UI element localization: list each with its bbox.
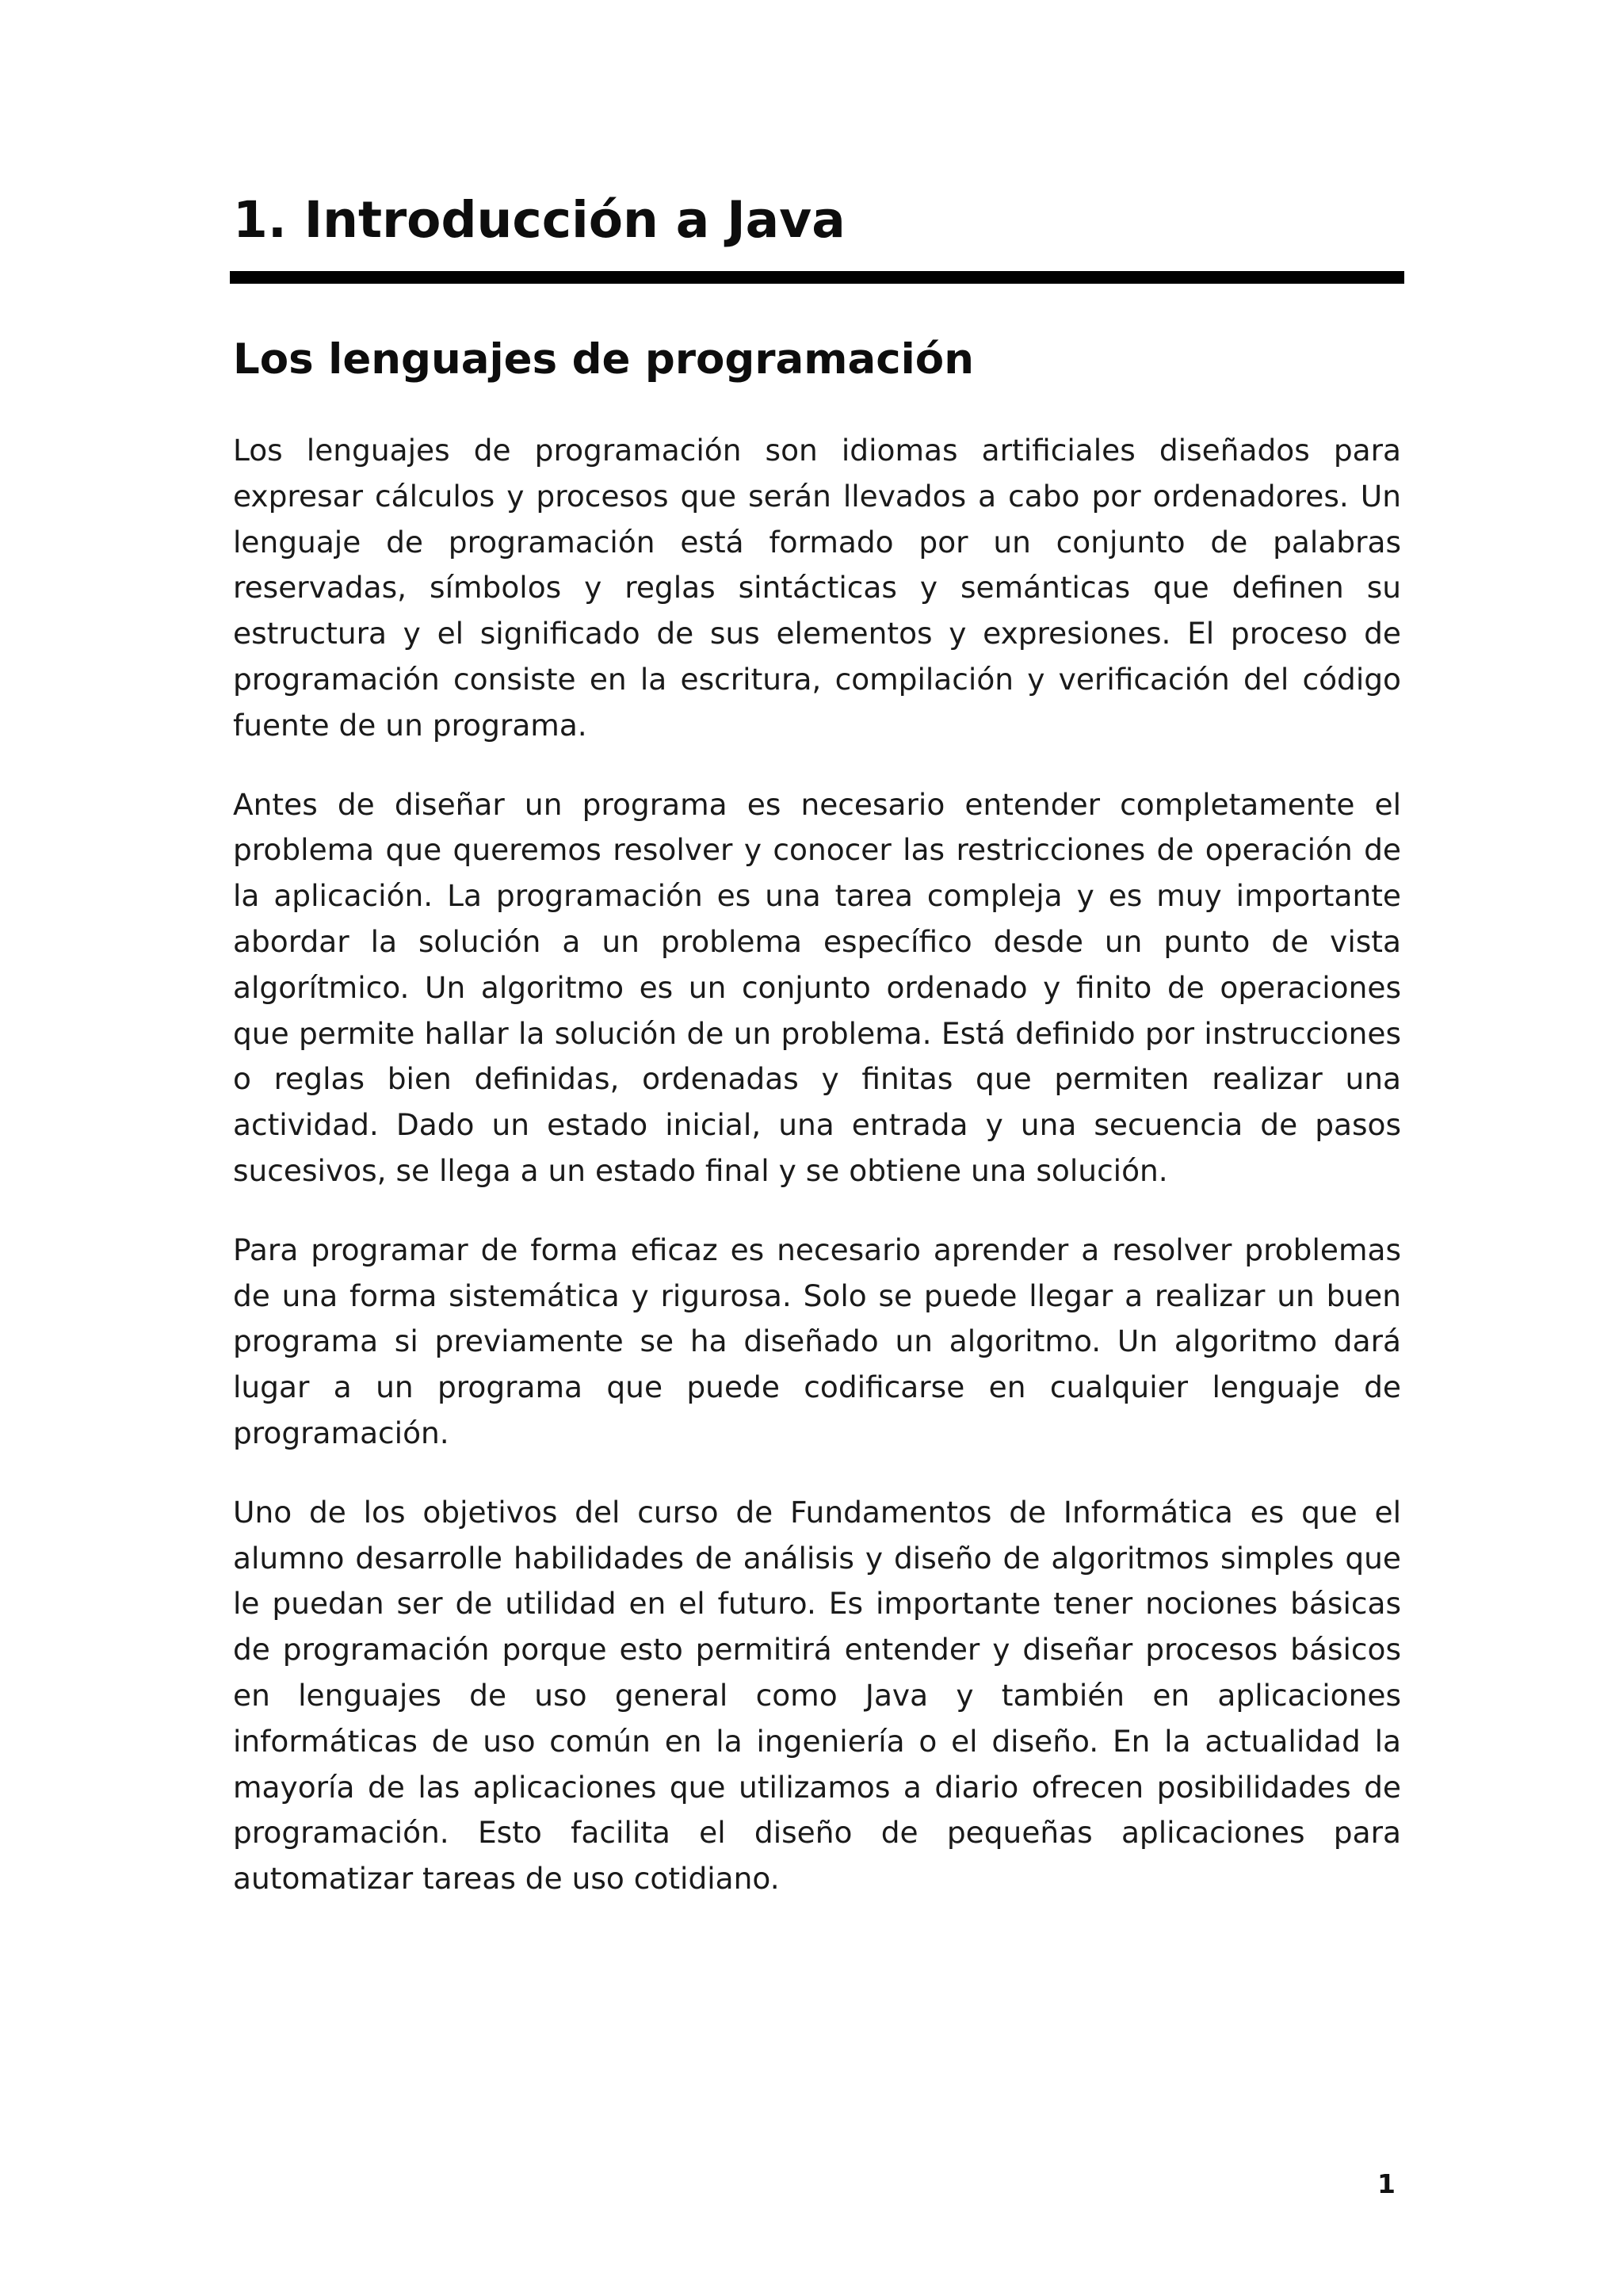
paragraph-3: Para programar de forma eficaz es necesario aprender a resolver problemas de una forma sistemática y rigurosa. Solo se puede llegar a realizar un buen programa si previamente se ha diseñado un algoritmo. Un algoritmo dará lugar a un programa que puede codificarse en cualquier lenguaje de programación. [233, 1232, 1401, 1450]
chapter-title: 1. Introducción a Java [233, 191, 846, 249]
paragraph-1: Los lenguajes de programación son idiomas artificiales diseñados para expresar cálculos y procesos que serán llevados a cabo por ordenadores. Un lenguaje de programación está formado por un conjunto de palabras reservadas, símbolos y reglas sintácticas y semánticas que definen su estructura y el significado de sus elementos y expresiones. El proceso de programación consiste en la escritura, compilación y verificación del código fuente de un programa. [233, 433, 1401, 743]
section-title: Los lenguajes de programación [233, 335, 974, 384]
title-underline-rule [230, 271, 1404, 284]
paragraph-4: Uno de los objetivos del curso de Fundamentos de Informática es que el alumno desarrolle habilidades de análisis y diseño de algoritmos simples que le puedan ser de utilidad en el futuro. Es importante tener nociones básicas de programación porque esto permitirá entender y diseñar procesos básicos en lenguajes de uso general como Java y también en aplicaciones informáticas de uso común en la ingeniería o el diseño. En la actualidad la mayoría de las aplicaciones que utilizamos a diario ofrecen posibilidades de programación. Esto facilita el diseño de pequeñas aplicaciones para automatizar tareas de uso cotidiano. [233, 1494, 1401, 1897]
body-text [233, 428, 1401, 1902]
paragraph-2: Antes de diseñar un programa es necesario entender completamente el problema que queremos resolver y conocer las restricciones de operación de la aplicación. La programación es una tarea compleja y es muy importante abordar la solución a un problema específico desde un punto de vista algorítmico. Un algoritmo es un conjunto ordenado y finito de operaciones que permite hallar la solución de un problema. Está definido por instrucciones o reglas bien definidas, ordenadas y finitas que permiten realizar una actividad. Dado un estado inicial, una entrada y una secuencia de pasos sucesivos, se llega a un estado final y se obtiene una solución. [233, 786, 1401, 1188]
page-number: 1 [1377, 2168, 1396, 2199]
